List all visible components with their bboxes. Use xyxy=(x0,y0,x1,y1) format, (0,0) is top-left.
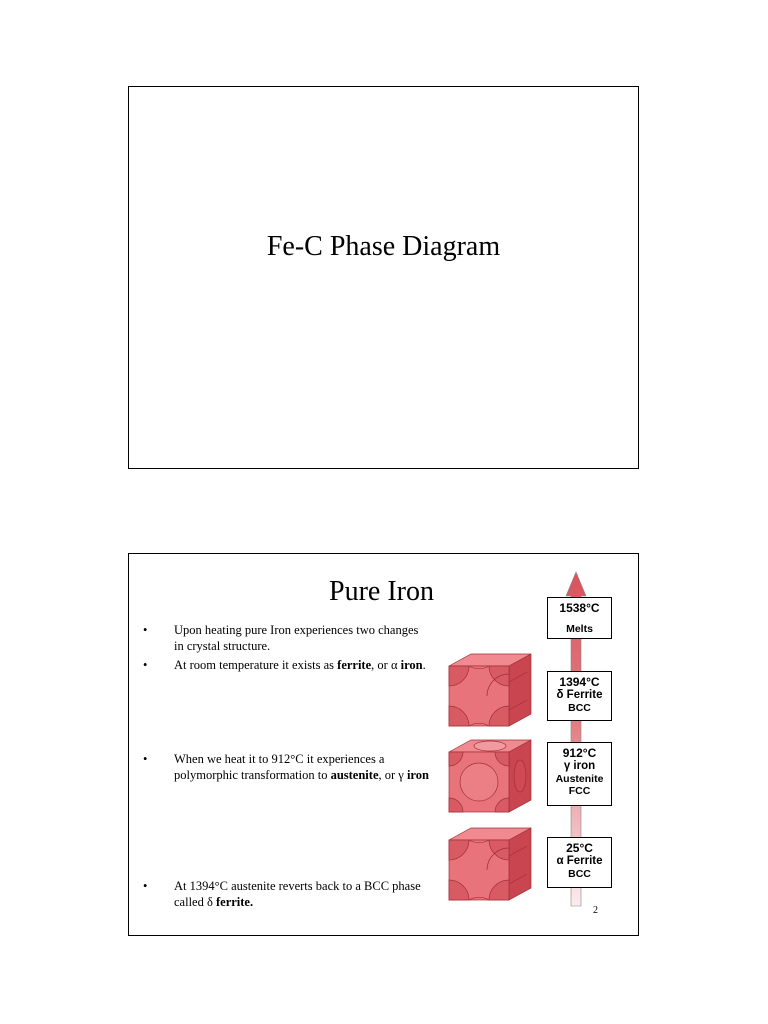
temp-label-912: 912°C γ iron Austenite FCC xyxy=(547,742,612,806)
page-number: 2 xyxy=(593,905,598,916)
temp-label-25: 25°C α Ferrite BCC xyxy=(547,837,612,888)
slide-2 xyxy=(128,553,639,936)
bullet-marker: • xyxy=(143,623,148,637)
bullet-marker: • xyxy=(143,879,148,893)
slide-2-title: Pure Iron xyxy=(329,576,434,607)
bcc-cell-icon xyxy=(447,826,533,902)
bullet-text: At 1394°C austenite reverts back to a BCC phase called δ ferrite. xyxy=(174,879,421,909)
bullet-text: At room temperature it exists as ferrite, or α iron. xyxy=(174,658,426,672)
temp-label-1394: 1394°C δ Ferrite BCC xyxy=(547,671,612,721)
slide-1-title: Fe-C Phase Diagram xyxy=(266,231,501,262)
bcc-cell-icon xyxy=(447,652,533,728)
bullet-marker: • xyxy=(143,658,148,672)
bullet-text: Upon heating pure Iron experiences two changes in crystal structure. xyxy=(174,623,419,653)
bullet-text: When we heat it to 912°C it experiences a polymorphic transformation to austenite, or γ iron xyxy=(174,752,429,782)
bullet-marker: • xyxy=(143,752,148,766)
fcc-cell-icon xyxy=(447,738,533,814)
slide-1 xyxy=(128,86,639,469)
temp-label-1538: 1538°C Melts xyxy=(547,597,612,639)
